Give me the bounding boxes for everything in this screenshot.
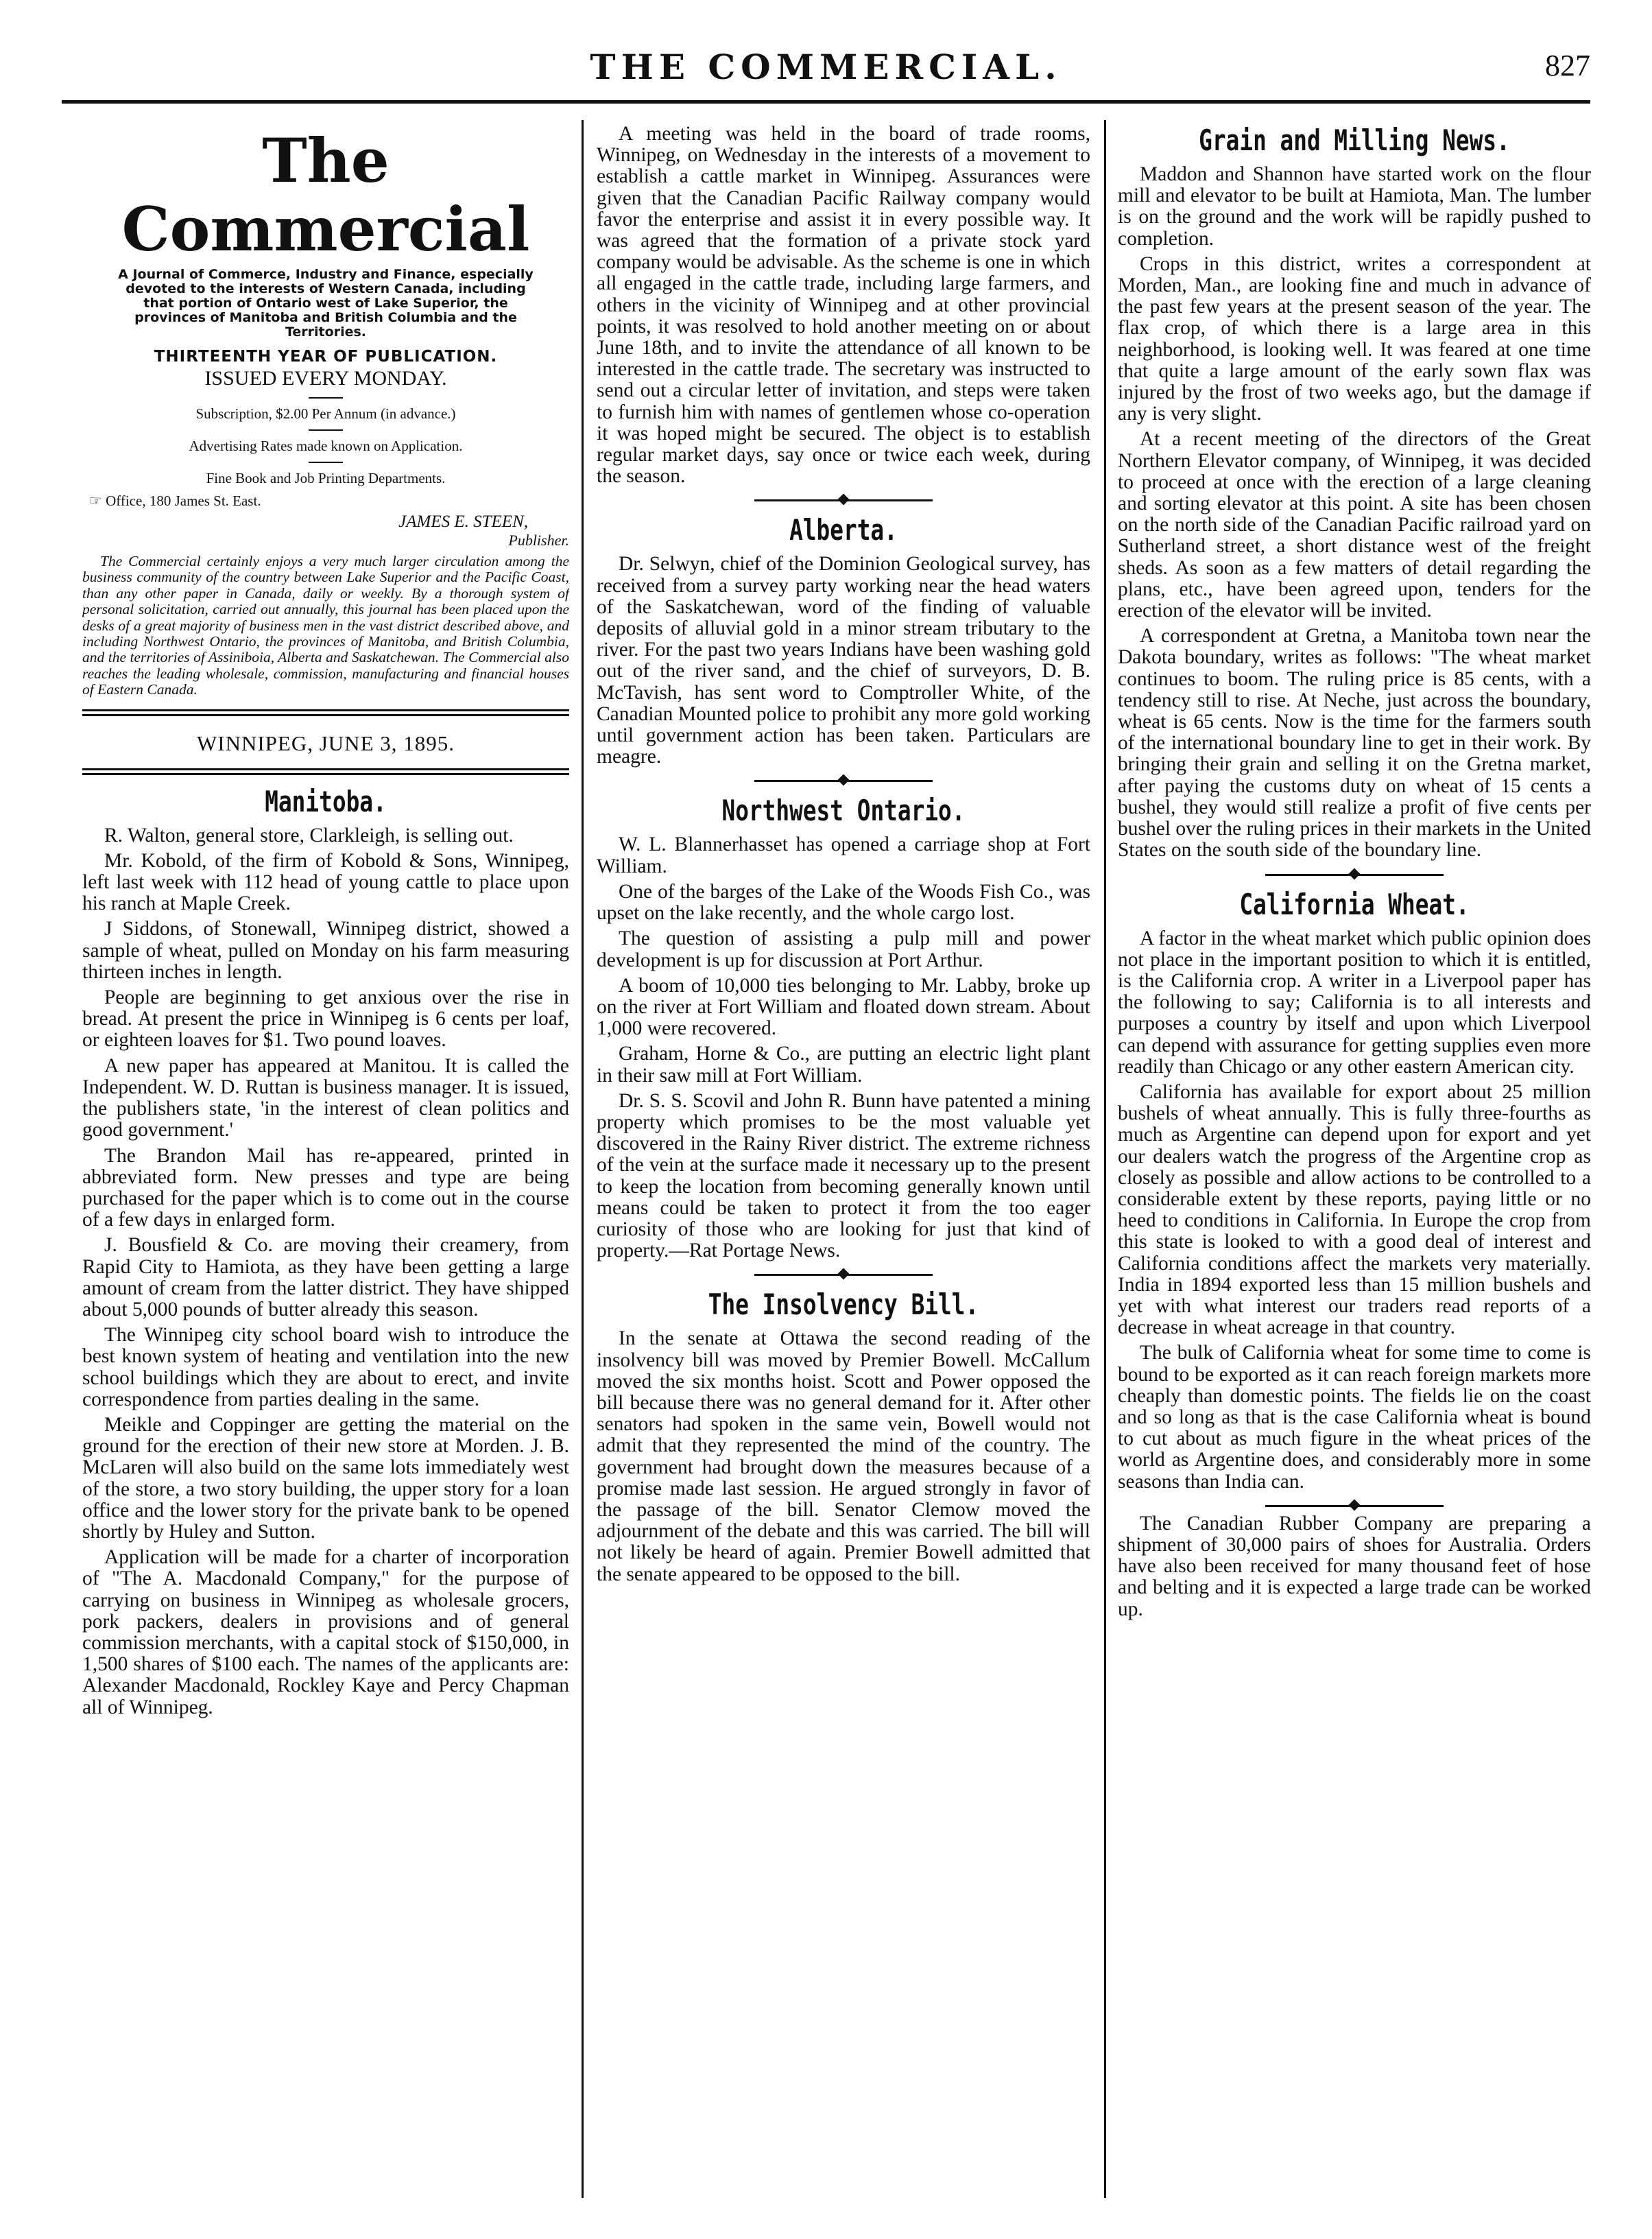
pointing-hand-icon: ☞ [89, 493, 102, 509]
article-paragraph: In the senate at Ottawa the second reading of the insolvency bill was moved by Premier Bowell. McCallum moved the six months hoist. Scott and Power opposed the bill because there was no general demand for it. After other senators had spoken in the same vein, Bowell would not admit that they represented the mind of the country. The government had brought down the measures because of a promise made last session. He argued strongly in favor of the passage of the bill. Senator Clemow moved the adjournment of the debate and this was carried. The bill will not likely be heard of again. Premier Bowell admitted that the senate appeared to be opposed to the bill. [597, 1327, 1090, 1585]
article-paragraph: Meikle and Coppinger are getting the material on the ground for the erection of their new store at Morden. J. B. McLaren will also build on the same lots immediately west of the store, a two story building, the upper story for a loan office and the lower story for the private bank to be opened shortly by Huley and Sutton. [82, 1413, 569, 1543]
double-rule [82, 768, 569, 775]
double-rule [82, 709, 569, 716]
article-paragraph: A boom of 10,000 ties belonging to Mr. Labby, broke up on the river at Fort William and floated down stream. About 1,000 were recovered. [597, 974, 1090, 1040]
article-paragraph: People are beginning to get anxious over the rise in bread. At present the price in Winnipeg is 6 cents per loaf, or eighteen loaves for $1. Two pound loaves. [82, 986, 569, 1052]
running-title: THE COMMERCIAL. [590, 47, 1062, 87]
section-heading-insolvency-bill: The Insolvency Bill. [708, 1288, 979, 1322]
masthead-printing: Fine Book and Job Printing Departments. [206, 470, 446, 486]
article-paragraph: Maddon and Shannon have started work on the flour mill and elevator to be built at Hamiota, Man. The lumber is on the ground and the work will be rapidly pushed to completion. [1118, 163, 1591, 250]
article-paragraph: J. Bousfield & Co. are moving their creamery, from Rapid City to Hamiota, as they have been getting a large amount of cream from the latter district. They have shipped about 5,000 pounds of butter already this season. [82, 1234, 569, 1320]
masthead-blurb: The Commercial certainly enjoys a very much larger circulation among the business community of the country between Lake Superior and the Pacific Coast, than any other paper in Canada, daily or weekly. By a thorough system of personal solicitation, carried out annually, this journal has been placed upon the desks of a great majority of business men in the vast district described above, and including Northwest Ontario, the provinces of Manitoba, and British Columbia, and the territories of Assiniboia, Alberta and Saskatchewan. The Commercial also reaches the leading wholesale, commission, manufacturing and financial houses of Eastern Canada. [82, 553, 569, 698]
section-ornament [1265, 871, 1444, 878]
article-paragraph: W. L. Blannerhasset has opened a carriage shop at Fort William. [597, 833, 1090, 877]
article-paragraph: Graham, Horne & Co., are putting an electric light plant in their saw mill at Fort William. [597, 1043, 1090, 1087]
masthead-year: THIRTEENTH YEAR OF PUBLICATION. [154, 348, 498, 366]
article-paragraph: J Siddons, of Stonewall, Winnipeg district, showed a sample of wheat, pulled on Monday on his farm measuring thirteen inches in length. [82, 918, 569, 983]
article-paragraph: A factor in the wheat market which public opinion does not place in the important position to which it is entitled, is the California crop. A writer in a Liverpool paper has the following to say; California is to all interests and purposes a country by itself and upon which Liverpool can depend with assurance for getting supplies even more readily than Chicago or any other eastern American city. [1118, 927, 1591, 1078]
article-paragraph: Dr. S. S. Scovil and John R. Bunn have patented a mining property which promises to be the most valuable yet discovered in the Rainy River district. The extreme richness of the vein at the surface made it necessary up to the present to keep the location from becoming generally known until means could be taken to protect it from the too eager curiosity of those who are looking for just that kind of property.—Rat Portage News. [597, 1089, 1090, 1262]
section-ornament [754, 777, 933, 784]
section-heading-grain-milling: Grain and Milling News. [1199, 123, 1510, 157]
running-head [62, 47, 1590, 95]
header-rule [62, 100, 1590, 104]
masthead-office: ☞ Office, 180 James St. East. [89, 493, 261, 509]
divider [309, 429, 343, 431]
masthead-advertising: Advertising Rates made known on Application. [189, 438, 463, 454]
article-paragraph: The Winnipeg city school board wish to introduce the best known system of heating and ventilation into the new school buildings which they are about to erect, and invite correspondence from parties dealing in the same. [82, 1324, 569, 1410]
divider [309, 462, 343, 463]
column-3 [1118, 123, 1591, 2198]
dateline: WINNIPEG, JUNE 3, 1895. [196, 731, 455, 755]
article-paragraph: A new paper has appeared at Manitou. It is called the Independent. W. D. Ruttan is business manager. It is issued, the publishers state, 'in the interest of clean politics and good government.' [82, 1054, 569, 1141]
column-rule [1104, 120, 1106, 2198]
column-1 [82, 123, 569, 2198]
article-paragraph: Mr. Kobold, of the firm of Kobold & Sons, Winnipeg, left last week with 112 head of young cattle to place upon his ranch at Maple Creek. [82, 849, 569, 915]
article-paragraph: The Brandon Mail has re-appeared, printed in abbreviated form. New presses and type are being purchased for the paper which is to come out in the course of a few days in enlarged form. [82, 1144, 569, 1231]
article-paragraph: The question of assisting a pulp mill and power development is up for discussion at Port Arthur. [597, 927, 1090, 971]
section-ornament [754, 497, 933, 504]
column-rule [582, 120, 584, 2198]
publisher-name: JAMES E. STEEN, [398, 512, 528, 531]
article-paragraph: The Canadian Rubber Company are preparing a shipment of 30,000 pairs of shoes for Australia. Orders have also been received for many thousand feet of hose and belting and it is expected a large trade can be worked up. [1118, 1512, 1591, 1620]
divider [309, 397, 343, 399]
article-paragraph: At a recent meeting of the directors of the Great Northern Elevator company, of Winnipeg, it was decided to proceed at once with the erection of a large cleaning and sorting elevator at this point. A site has been chosen on the north side of the Canadian Pacific railroad yard on Sutherland street, a short distance west of the freight sheds. As soon as a few matters of detail regarding the plans, etc., have been agreed upon, tenders for the erection of the elevator will be invited. [1118, 428, 1591, 622]
section-heading-manitoba: Manitoba. [265, 784, 387, 818]
section-ornament [754, 1271, 933, 1278]
masthead-title: The Commercial [121, 125, 530, 265]
article-paragraph: Dr. Selwyn, chief of the Dominion Geological survey, has received from a survey party working near the head waters of the Saskatchewan, word of the finding of valuable deposits of alluvial gold in a minor stream tributary to the river. For the past two years Indians have been washing gold out of the river sand, and the chief of surveyors, D. B. McTavish, has sent word to Comptroller White, of the Canadian Mounted police to prohibit any more gold working until government action has been taken. Particulars are meagre. [597, 553, 1090, 768]
article-paragraph: The bulk of California wheat for some time to come is bound to be exported as it can reach foreign markets more cheaply than domestic points. The fields lie on the coast and so long as that is the case California wheat is bound to cut about as much figure in the wheat prices of the world as Argentine does, and considerably more in some seasons than India can. [1118, 1342, 1591, 1493]
publisher-role: Publisher. [508, 532, 569, 549]
section-heading-northwest-ontario: Northwest Ontario. [721, 794, 966, 828]
masthead-issued: ISSUED EVERY MONDAY. [204, 367, 447, 390]
section-heading-alberta: Alberta. [789, 513, 898, 547]
section-heading-california-wheat: California Wheat. [1239, 887, 1470, 921]
article-paragraph: Application will be made for a charter of incorporation of "The A. Macdonald Company," for the purpose of carrying on business in Winnipeg as wholesale grocers, pork packers, dealers in provisions and of general commission merchants, with a capital stock of $150,000, in 1,500 shares of $100 each. The names of the applicants are: Alexander Macdonald, Rockley Kaye and Percy Chapman all of Winnipeg. [82, 1546, 569, 1718]
article-paragraph: A correspondent at Gretna, a Manitoba town near the Dakota boundary, writes as follows: "The wheat market continues to boom. The ruling price is 85 cents, with a tendency still to rise. At Neche, just across the boundary, wheat is 65 cents. Now is the time for the farmers south of the international boundary line to get in their work. By bringing their grain and selling it on the Gretna market, after paying the customs duty on wheat of 15 cents a bushel, they would still realize a profit of five cents per bushel over the ruling prices in their markets in the United States on the south side of the boundary line. [1118, 625, 1591, 862]
masthead-subscription: Subscription, $2.00 Per Annum (in advance.) [195, 405, 456, 422]
page-number: 827 [1545, 49, 1590, 82]
masthead-description: A Journal of Commerce, Industry and Finance, especially devoted to the interests of Western Canada, including that portion of Ontario west of Lake Superior, the provinces of Manitoba and British Columbia and the Territories. [118, 267, 534, 340]
column-2 [597, 123, 1090, 2198]
article-paragraph: A meeting was held in the board of trade rooms, Winnipeg, on Wednesday in the interests of a movement to establish a cattle market in Winnipeg. Assurances were given that the Canadian Pacific Railway company would favor the enterprise and assist it in every possible way. It was agreed that the formation of a private stock yard company would be advisable. As the scheme is one in which all engaged in the cattle trade, including large farmers, and others in the vicinity of Winnipeg and at other provincial points, it was resolved to hold another meeting on or about June 18th, and to invite the attendance of all known to be interested in the cattle trade. The secretary was instructed to send out a circular letter of invitation, and steps were taken to furnish him with names of gentlemen whose co-operation it was hoped might be secured. The object is to establish regular market days, say once or twice each week, during the season. [597, 123, 1090, 488]
article-paragraph: One of the barges of the Lake of the Woods Fish Co., was upset on the lake recently, and the whole cargo lost. [597, 880, 1090, 925]
section-ornament [1265, 1502, 1444, 1509]
article-paragraph: California has available for export about 25 million bushels of wheat annually. This is fully three-fourths as much as Argentine can depend upon for export and yet our dealers watch the progress of the Argentine crop as closely as possible and allow actions to be controlled to a considerable extent by these reports, paying little or no heed to conditions in California. In Europe the crop from this state is looked to with a good deal of interest and California conditions affect the markets very materially. India in 1894 exported less than 15 million bushels and yet with what interest our traders read reports of a decrease in wheat acreage in that country. [1118, 1080, 1591, 1339]
article-paragraph: Crops in this district, writes a correspondent at Morden, Man., are looking fine and much in advance of the past few years at the present season of the year. The flax crop, of which there is a large area in this neighborhood, is looking well. It was feared at one time that quite a large amount of the early sown flax was injured by the frost of two weeks ago, but the damage if any is very slight. [1118, 252, 1591, 425]
article-paragraph: R. Walton, general store, Clarkleigh, is selling out. [104, 824, 514, 846]
